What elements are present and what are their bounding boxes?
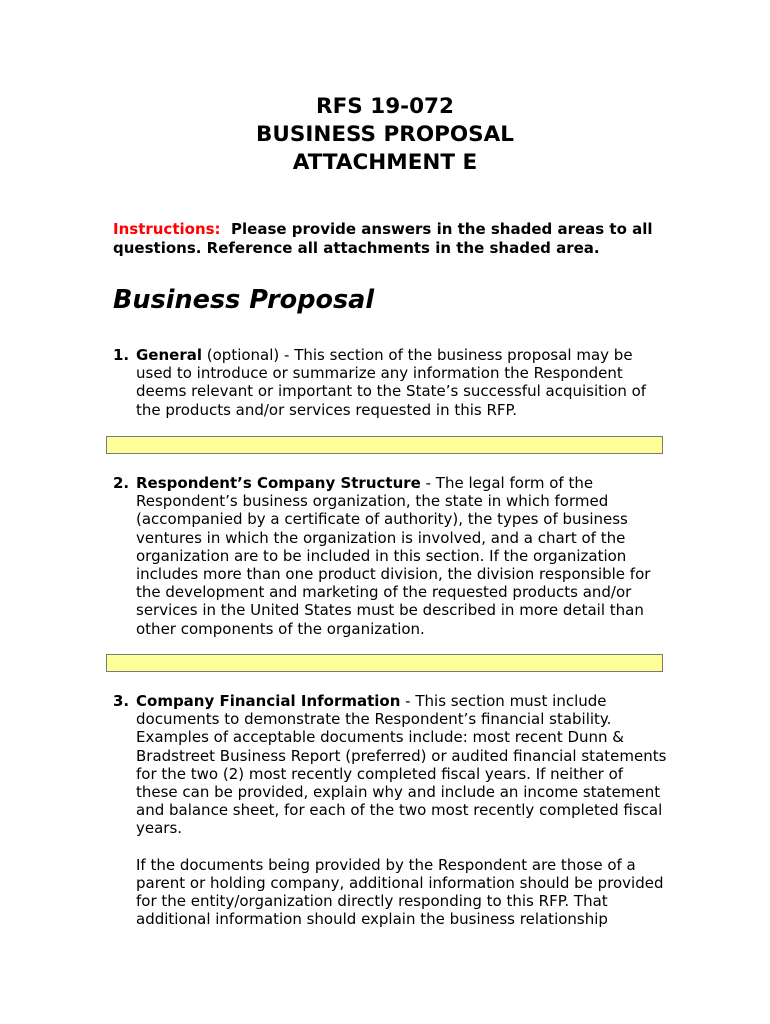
item-number: 2. <box>113 474 130 492</box>
item-title: Respondent’s Company Structure <box>136 474 421 492</box>
item-description: - The legal form of the Respondent’s business organization, the state in which formed (accompanied by a certificate of authority), the types of business ventures in which the organization is involved, and a chart of the organization are to be included in this section. If the organization includes more than one product division, the division responsible for the development and marketing of the requested products and/or services in the United States must be described in more detail than other components of the organization. <box>136 474 651 638</box>
instructions-text: Please provide answers in the shaded areas to all questions. Reference all attachments in the shaded area. <box>113 220 653 257</box>
title-line-attachment: ATTACHMENT E <box>292 150 478 175</box>
title-line-business-proposal: BUSINESS PROPOSAL <box>256 122 514 147</box>
section-heading: Business Proposal <box>113 285 375 315</box>
item-body <box>136 692 668 928</box>
instructions-label: Instructions: <box>113 220 221 238</box>
item-description: (optional) - This section of the business proposal may be used to introduce or summarize any information the Respondent deems relevant or important to the State’s successful acquisition of the products and/or services requested in this RFP. <box>136 346 647 419</box>
document-title <box>0 93 770 177</box>
item-body <box>136 346 668 419</box>
item-body <box>136 474 668 638</box>
item-paragraph-2: If the documents being provided by the Respondent are those of a parent or holding company, additional information should be provided for the entity/organization directly responding to this RFP. That additional information should explain the business relationship <box>136 855 664 929</box>
item-title: General <box>136 346 202 364</box>
instructions-block <box>113 220 673 257</box>
question-item-general <box>113 346 668 419</box>
question-item-financial-information <box>113 692 668 928</box>
item-description: - This section must include documents to demonstrate the Respondent’s financial stability. Examples of acceptable documents include: most recent Dunn & Bradstreet Business Report (preferred) or audited financial statements for the two (2) most recently completed fiscal years. If neither of these can be provided, explain why and include an income statement and balance sheet, for each of the two most recently completed fiscal years. <box>136 692 667 838</box>
item-number: 1. <box>113 346 130 364</box>
answer-field-general[interactable] <box>106 436 663 454</box>
item-paragraph <box>136 692 668 838</box>
item-title: Company Financial Information <box>136 692 401 710</box>
item-number: 3. <box>113 692 130 710</box>
question-item-company-structure <box>113 474 668 638</box>
title-line-rfs: RFS 19-072 <box>316 94 454 119</box>
answer-field-company-structure[interactable] <box>106 654 663 672</box>
